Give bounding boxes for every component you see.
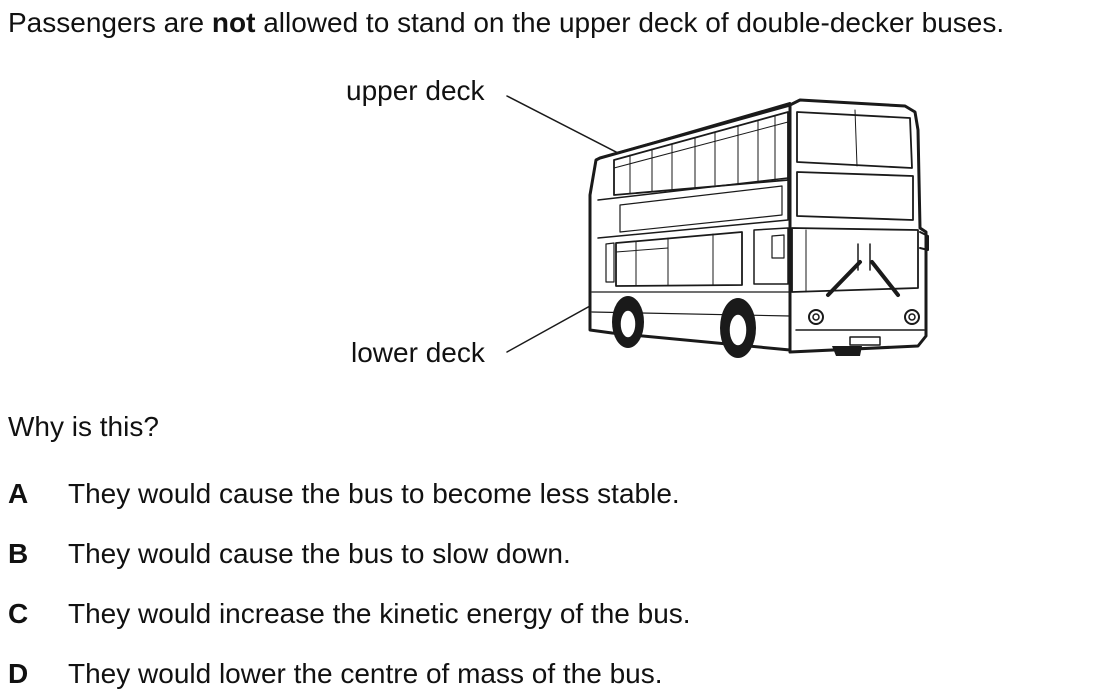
front-wheel bbox=[720, 298, 756, 358]
rear-wheel bbox=[612, 296, 644, 348]
option-text: They would lower the centre of mass of the bus. bbox=[68, 658, 663, 689]
option-letter: C bbox=[8, 598, 29, 629]
question-prompt: Why is this? bbox=[8, 411, 159, 442]
option-b[interactable] bbox=[8, 536, 628, 572]
option-letter: D bbox=[8, 658, 29, 689]
option-c[interactable] bbox=[8, 596, 758, 632]
option-text: They would cause the bus to slow down. bbox=[68, 538, 571, 569]
option-letter: A bbox=[8, 478, 29, 509]
lower-deck-label: lower deck bbox=[351, 337, 485, 368]
stem-text-end: allowed to stand on the upper deck of double-decker buses. bbox=[255, 7, 1005, 38]
option-d[interactable] bbox=[8, 656, 728, 692]
option-letter: B bbox=[8, 538, 29, 569]
stem-emphasis: not bbox=[211, 7, 256, 38]
option-text: They would increase the kinetic energy of the bus. bbox=[68, 598, 691, 629]
option-a[interactable] bbox=[8, 476, 748, 512]
option-text: They would cause the bus to become less stable. bbox=[68, 478, 680, 509]
upper-deck-label: upper deck bbox=[346, 75, 485, 106]
stem-text-start: Passengers are bbox=[8, 7, 212, 38]
